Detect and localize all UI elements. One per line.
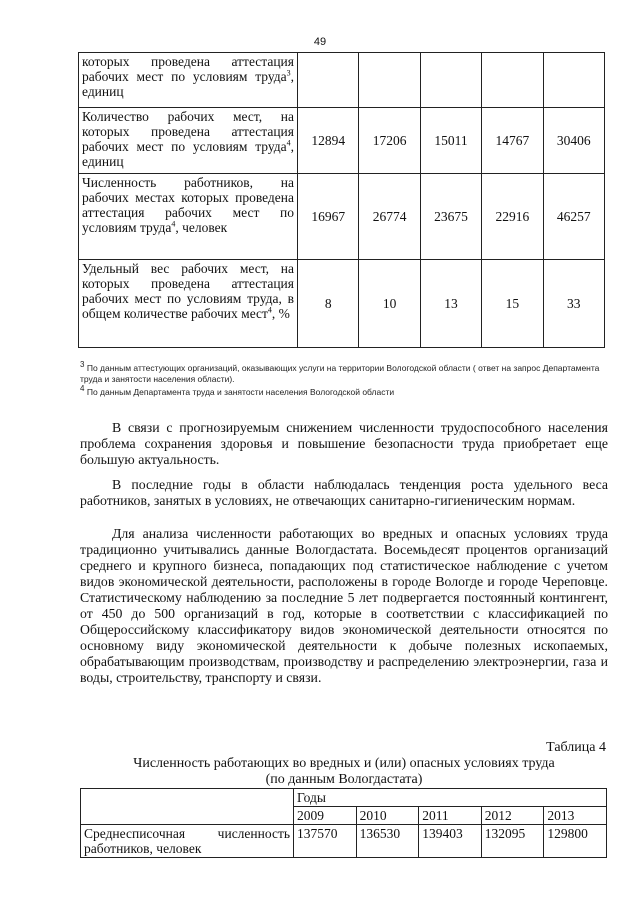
table-4-header-row <box>81 789 607 807</box>
value-cell: 46257 <box>543 174 604 260</box>
value-cell <box>543 53 604 108</box>
value-cell: 16967 <box>298 174 359 260</box>
year-header-cell: 2013 <box>544 807 607 825</box>
row-label <box>79 260 298 348</box>
row-label-unit: , единиц <box>82 139 294 169</box>
table-4-data-row <box>81 825 607 858</box>
table-4-caption: Таблица 4 <box>546 740 606 755</box>
attestation-table-row <box>79 260 605 348</box>
paragraph-3 <box>80 526 608 686</box>
value-cell: 139403 <box>419 825 482 858</box>
value-cell: 12894 <box>298 108 359 174</box>
footnote-4-mark: 4 <box>80 384 85 394</box>
value-cell <box>298 53 359 108</box>
value-cell: 136530 <box>356 825 419 858</box>
value-cell: 33 <box>543 260 604 348</box>
value-cell <box>482 53 543 108</box>
table-4-corner-cell <box>81 789 294 825</box>
row-label-text: Численность работников, на рабочих местах которых проведена аттестация рабочих мест по условиям труда <box>82 175 294 235</box>
row-label-text: Удельный вес рабочих мест, на которых проведена аттестация рабочих мест по условиям труда, в общем количестве рабочих мест <box>82 261 294 321</box>
footnote-ref: 4 <box>171 219 176 229</box>
page-number: 49 <box>313 36 327 48</box>
value-cell: 17206 <box>359 108 420 174</box>
footnote-4-text: По данным Департамента труда и занятости населения Вологодской области <box>86 387 395 397</box>
footnote-ref: 4 <box>267 305 272 315</box>
value-cell: 14767 <box>482 108 543 174</box>
footnote-ref: 4 <box>286 138 291 148</box>
value-cell: 13 <box>420 260 481 348</box>
paragraph-2-text: В последние годы в области наблюдалась тенденция роста удельного веса работников, занятых в условиях, не отвечающих санитарно-гигиеническим нормам. <box>80 477 608 508</box>
row-label-text: Количество рабочих мест, на которых проведена аттестация рабочих мест по условиям труда <box>82 109 294 154</box>
table-4-years-header: Годы <box>294 789 607 807</box>
row-label-text: которых проведена аттестация рабочих мест по условиям труда <box>82 54 294 84</box>
value-cell: 8 <box>298 260 359 348</box>
attestation-table <box>78 52 605 348</box>
footnote-3 <box>80 360 600 385</box>
year-header-cell: 2011 <box>419 807 482 825</box>
value-cell: 10 <box>359 260 420 348</box>
row-label-unit: , % <box>271 306 290 321</box>
value-cell <box>359 53 420 108</box>
paragraph-1-text: В связи с прогнозируемым снижением численности трудоспособного населения проблема сохранения здоровья и повышение безопасности труда приобретает еще большую актуальность. <box>80 420 608 467</box>
value-cell: 30406 <box>543 108 604 174</box>
year-header-cell: 2009 <box>294 807 357 825</box>
table-4-title-line-1: Численность работающих во вредных и (или) опасных условиях труда <box>133 756 555 771</box>
footnote-ref: 3 <box>286 68 291 78</box>
year-header-cell: 2010 <box>356 807 419 825</box>
value-cell: 129800 <box>544 825 607 858</box>
value-cell: 137570 <box>294 825 357 858</box>
paragraph-2 <box>80 477 608 509</box>
table-4-row-label: Среднесписочная численность работников, человек <box>81 825 294 858</box>
footnote-3-mark: 3 <box>80 360 85 370</box>
table-4-title-line-2: (по данным Вологдастата) <box>265 772 423 787</box>
row-label <box>79 108 298 174</box>
value-cell <box>420 53 481 108</box>
attestation-table-row <box>79 174 605 260</box>
row-label <box>79 174 298 260</box>
value-cell: 22916 <box>482 174 543 260</box>
attestation-table-row <box>79 108 605 174</box>
value-cell: 15011 <box>420 108 481 174</box>
paragraph-3-text: Для анализа численности работающих во вредных и опасных условиях труда традиционно учитывались данные Вологдастата. Восемьдесят процентов организаций среднего и крупного бизнеса, попадающих под статистическое наблюдение с учетом видов экономической деятельности, расположены в городе Вологде и городе Череповце. Статистическому наблюдению за последние 5 лет подвергается постоянный контингент, от 450 до 500 организаций в год, которые в соответствии с классификацией по Общероссийскому классификатору видов экономической деятельности относятся по основному виду экономической деятельности к добыче полезных ископаемых, обрабатывающим производствам, производству и распределению электроэнергии, газа и воды, строительству, транспорту и связи. <box>80 526 608 685</box>
footnote-3-text: По данным аттестующих организаций, оказывающих услуги на территории Вологодской области ( ответ на запрос Департамента труда и занятости населения области). <box>80 363 600 384</box>
value-cell: 23675 <box>420 174 481 260</box>
year-header-cell: 2012 <box>481 807 544 825</box>
row-label <box>79 53 298 108</box>
table-4-title <box>80 756 608 788</box>
row-label-unit: , человек <box>175 220 228 235</box>
paragraph-1 <box>80 420 608 468</box>
table-4 <box>80 788 607 858</box>
attestation-table-row <box>79 53 605 108</box>
value-cell: 15 <box>482 260 543 348</box>
value-cell: 26774 <box>359 174 420 260</box>
footnote-4 <box>80 384 600 398</box>
row-label-unit: , единиц <box>82 69 294 99</box>
value-cell: 132095 <box>481 825 544 858</box>
